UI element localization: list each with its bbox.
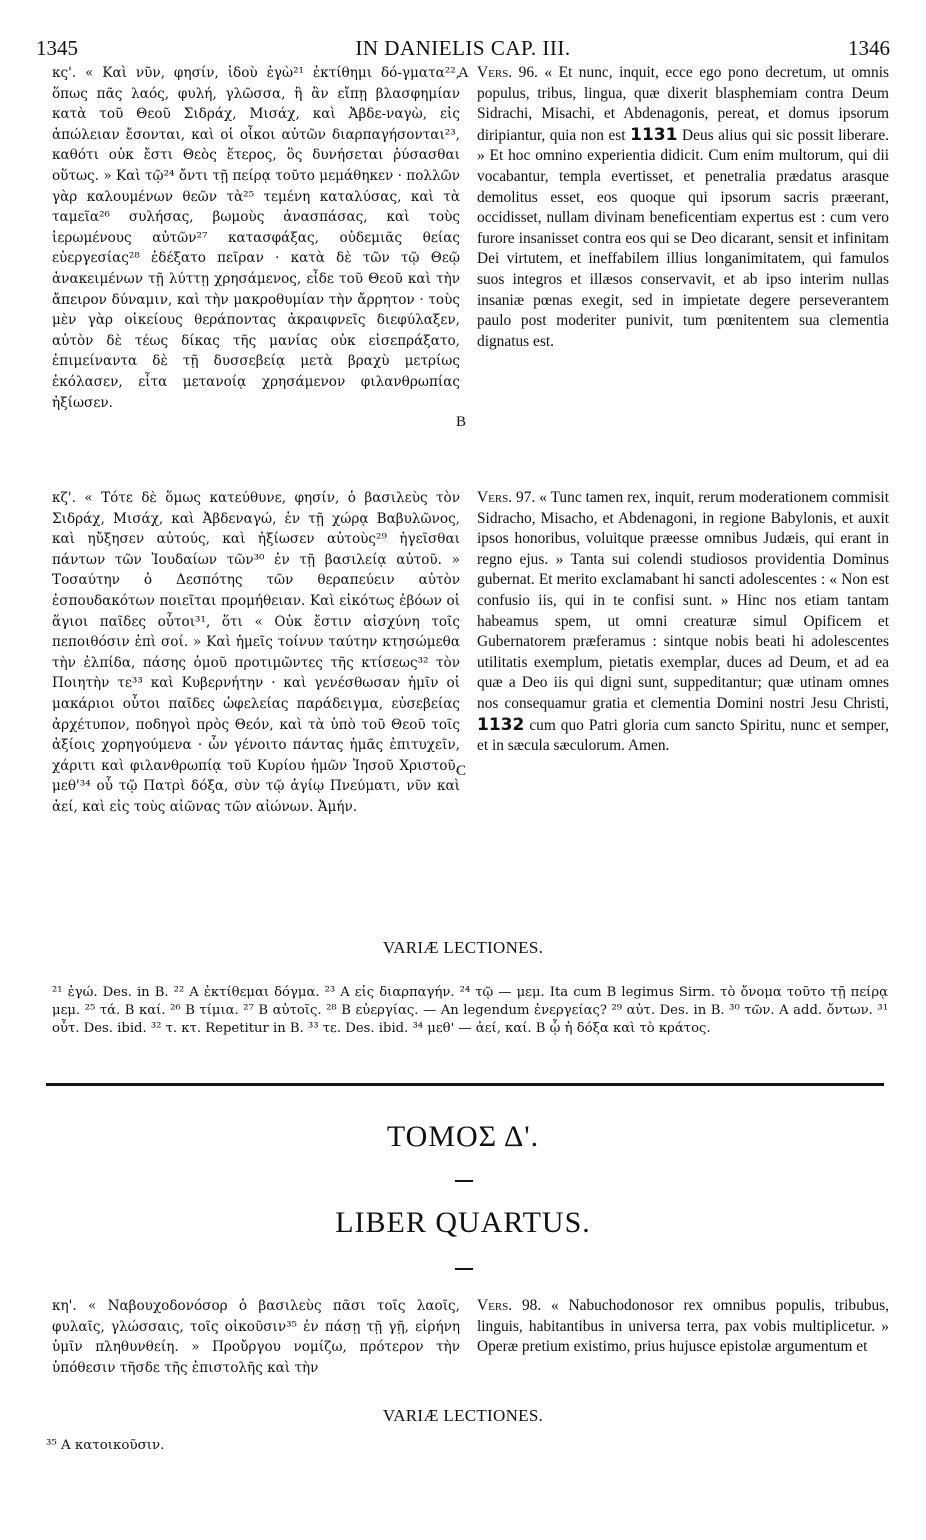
greek-text-98: κη'. « Ναβουχοδονόσορ ὁ βασιλεὺς πᾶσι τοῖς λαοῖς, φυλαῖς, γλώσσαις, τοῖς οἰκοῦσιν³⁵ ἐν πάσῃ τῇ γῇ, εἰρήνη ὑμῖν πληθυνθείη. » Προὔργου νομίζω, πρότερον τὴν ὑπόθεσιν τῆσδε τῆς ἐπιστολῆς καὶ τὴν <box>52 1298 460 1376</box>
latin-text-97-part-b: cum quo Patri gloria cum sancto Spiritu, nunc et semper, et in sæcula sæculorum. Amen. <box>477 716 889 755</box>
greek-column-verse-96 <box>52 63 460 413</box>
liber-heading: LIBER QUARTUS. <box>335 1206 591 1239</box>
latin-text-96-part-a: « Et nunc, inquit, ecce ego pono decretum, ut omnis populus, tribus, lingua, quæ dixerit blasphemiam contra Deum Sidrachi, Misachi, et Abdenagonis, pereat, et domus ipsorum diripiantur, quia non est <box>477 64 889 144</box>
latin-column-verse-96 <box>477 63 889 352</box>
right-page-number: 1346 <box>848 36 890 60</box>
greek-column-verse-97 <box>52 488 460 818</box>
left-page-number: 1345 <box>36 36 78 60</box>
variae-lectiones-heading-2: VARIÆ LECTIONES. <box>382 1406 544 1425</box>
latin-text-98-body: « Nabuchodonosor rex omnibus populis, tribubus, linguis, habitantibus in universa terra, pax vobis multiplicetur. » Operæ pretium existimo, prius hujusce epistolæ argumentum et <box>477 1297 889 1356</box>
variae-lectiones-notes-2: ³⁵ A κατοικοῦσιν. <box>46 1438 165 1453</box>
greek-column-verse-98 <box>52 1296 460 1378</box>
latin-text-97-part-a: « Tunc tamen rex, inquit, rerum moderationem commisit Sidracho, Misacho, et Abdenagoni, in regione Babylonis, et auxit ipsos honoribus, voluitque præesse omnibus Judæis, qui erant in regno ejus. » Tanta sui colendi studiosos providentia Dominus gubernat. Et merito exclamabant hi sancti adolescentes : « Non est confusio iis, qui in te confisi sunt. » Hinc nos etiam tantam habeamus spem, ut omni creaturæ simul Opificem et Gubernatorem præferamus : sintque nobis beati hi adolescentes utilitatis exemplum, pietatis exemplar, duces ad Deum, et ad ea quæ a Deo iis qui digni sunt, suppeditantur; quæ utinam omnes nos consequamur gratia et clementia Domini nostri Jesu Christi, <box>477 489 889 712</box>
heading-dash <box>455 1180 473 1182</box>
latin-text-98 <box>477 1296 889 1358</box>
verse-label-96: Vers. 96. <box>477 64 538 81</box>
variant-notes-text: ²¹ ἐγώ. Des. in B. ²² A ἐκτίθεμαι δόγμα. ²³ A εἰς διαρπαγήν. ²⁴ τῷ — μεμ. Ita cum B legimus Sirm. τὸ ὄνομα τοῦτο τῇ πείρᾳ μεμ. ²⁵ τά. B καί. ²⁶ B τίμια. ²⁷ B αὐτοῖς. ²⁸ B εὐεργίας. — An legendum ἐνεργείας? ²⁹ αὐτ. Des. in B. ³⁰ τῶν. A add. ὄντων. ³¹ οὖτ. Des. ibid. ³² τ. κτ. Repetitur in B. ³³ τε. Des. ibid. ³⁴ μεθ' — ἀεί, καί. B ᾧ ἡ δόξα καὶ τὸ κράτος. <box>52 985 888 1036</box>
latin-column-verse-98 <box>477 1296 889 1358</box>
latin-text-97 <box>477 488 889 757</box>
latin-text-96 <box>477 63 889 352</box>
margin-mark-a: A <box>458 65 469 81</box>
variae-lectiones-heading: VARIÆ LECTIONES. <box>382 938 544 957</box>
column-number-1131: 1131 <box>630 124 678 145</box>
variae-lectiones-notes <box>52 984 888 1037</box>
running-title: IN DANIELIS CAP. III. <box>355 36 571 60</box>
section-divider-rule <box>46 1083 884 1086</box>
latin-text-96-part-b: Deus alius qui sic possit liberare. » Et hoc omnino experientia didicit. Cum enim multorum, qui dii vocabantur, templa evertisset, et penetralia prædatus arasque demolitus esset, eos quoque qui ipsorum sacris præerant, occidisset, nullam divinam beneficentiam expertus est : cum vero furore insanisset contra eos qui se Deo dicarant, sensit et infinitam Dei virtutem, et ineffabilem illius longanimitatem, qui famulos suos integros et illæsos conservavit, et ab ipso interim nullas insaniæ pœnas exegit, sed in impietate degere perseverantem paulo post moderiter punivit, tum pœnitentem sua clementia dignatus est. <box>477 126 889 350</box>
latin-column-verse-97 <box>477 488 889 757</box>
verse-label-98: Vers. 98. <box>477 1297 542 1314</box>
greek-text-96: κς'. « Καὶ νῦν, φησίν, ἰδοὺ ἐγὼ²¹ ἐκτίθημι δό-γματα²², ὅπως πᾶς λαός, φυλή, γλῶσσα, ἣ ἂν εἴπῃ βλασφημίαν κατὰ τοῦ Θεοῦ Σιδράχ, Μισάχ, καὶ Ἀβδε-ναγὼ, εἰς ἀπώλειαν ἔσονται, καὶ οἱ οἶκοι αὐτῶν διαρπαγήσονται²³, καθότι οὐκ ἔστι Θεὸς ἕτερος, ὃς δυνήσεται ῥύσασθαι οὕτως. » Καὶ τῷ²⁴ ὄντι τῇ πείρᾳ τοῦτο μεμάθηκεν · πολλῶν γὰρ καλουμένων θεῶν τὰ²⁵ τεμένη καταλύσας, καὶ τὰ ταμεῖα²⁶ συλήσας, βωμοὺς ἀνασπάσας, καὶ τοὺς ἱερωμένους αὐτῶν²⁷ κατασφάξας, οὐδεμιᾶς θείας εὐεργεσίας²⁸ ἐδέξατο πεῖραν · κατὰ δὲ τῶν τῷ Θεῷ ἀνακειμένων τῇ λύττῃ χρησάμενος, εἶδε τοῦ Θεοῦ καὶ τὴν ἄπειρον δύναμιν, καὶ τὴν μακροθυμίαν τὴν ἄρρητον · τοὺς μὲν γὰρ οἰκείους θεράποντας ἀκραιφνεῖς διεφύλαξεν, αὐτὸν δὲ τέως δίκας τῆς μανίας οὐκ εἰσεπράξατο, ἐπιμείναντα δὲ τῇ δυσσεβείᾳ μετὰ βραχὺ μετρίως ἐκόλασεν, εἶτα μετανοίᾳ χρησάμενον φιλανθρωπίας ἠξίωσεν. <box>52 65 460 411</box>
running-header <box>36 36 890 66</box>
greek-text-97: κζ'. « Τότε δὲ ὅμως κατεύθυνε, φησίν, ὁ βασιλεὺς τὸν Σιδράχ, Μισάχ, καὶ Ἀβδεναγώ, ἐν τῇ χώρᾳ Βαβυλῶνος, καὶ ηὔξησεν αὐτούς, καὶ ἠξίωσεν αὐτοὺς²⁹ ἡγεῖσθαι πάντων τῶν Ἰουδαίων τῶν³⁰ ἐν τῇ βασιλείᾳ αὐτοῦ. » Τοσαύτην ὁ Δεσπότης τῶν θεραπεύειν αὐτὸν ἐσπουδακότων ποιεῖται προμήθειαν. Καὶ εἰκότως ἐβόων οἱ ἅγιοι παῖδες οὗτοι³¹, ὅτι « Οὐκ ἔστιν αἰσχύνη τοῖς πεποιθόσιν ἐπὶ σοί. » Καὶ ἡμεῖς τοίνυν ταύτην κτησώμεθα τὴν ἐλπίδα, πάσης ὁμοῦ προτιμῶντες τῆς κτίσεως³² τὸν Ποιητὴν τε³³ καὶ Κυβερνήτην · καὶ γενέσθωσαν ἡμῖν οἱ μακάριοι οὗτοι παῖδες ὠφελείας παράδειγμα, εὐσεβείας ἀρχέτυπον, ποδηγοὶ πρὸς Θεόν, καὶ τὰ ὑπὸ τοῦ Θεοῦ τοῖς ἀξίοις χορηγούμενα · ὧν γένοιτο πάντας ἡμᾶς ἐπιτυχεῖν, χάριτι καὶ φιλανθρωπίᾳ τοῦ Κυρίου ἡμῶν Ἰησοῦ Χριστοῦ, μεθ'³⁴ οὗ τῷ Πατρὶ δόξα, σὺν τῷ ἁγίῳ Πνεύματι, νῦν καὶ ἀεί, καὶ εἰς τοὺς αἰῶνας τῶν αἰώνων. Ἀμήν. <box>52 490 460 815</box>
tomos-heading: ΤΟΜΟΣ Δ'. <box>386 1120 540 1153</box>
margin-mark-c: C <box>456 763 467 779</box>
column-number-1132: 1132 <box>477 714 525 735</box>
margin-mark-b: B <box>456 414 467 430</box>
heading-dash-2 <box>455 1268 473 1270</box>
verse-label-97: Vers. 97. <box>477 489 536 506</box>
